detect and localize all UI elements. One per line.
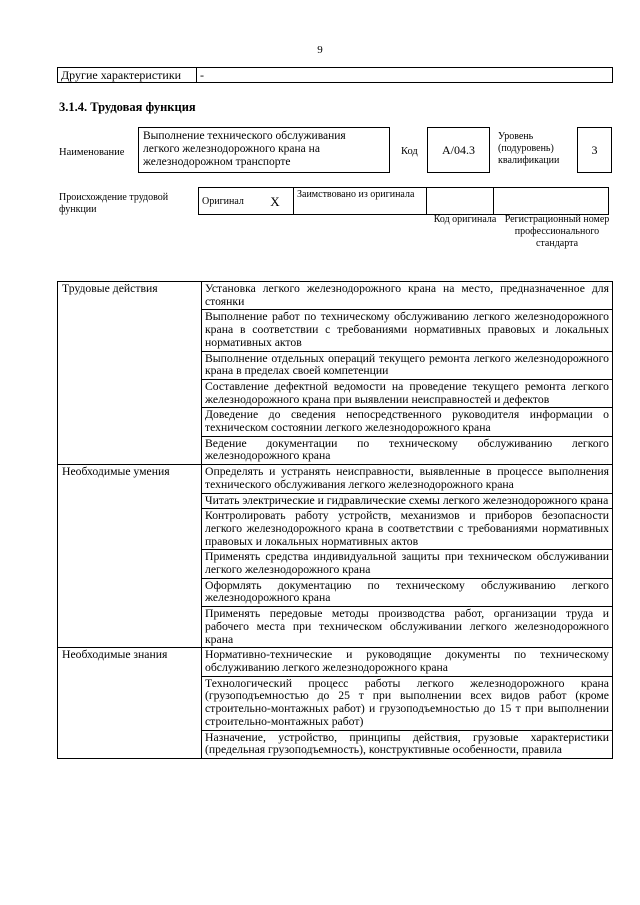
origin-reg-number-cell: [494, 188, 609, 215]
code-label: Код: [401, 146, 418, 157]
name-label: Наименование: [59, 147, 125, 158]
competency-table: [57, 281, 613, 759]
section-item: Технологический процесс работы легкого железнодорожного крана (грузоподъемностью до 25 т при выполнении всех видов работ (кроме строительно-монтажных работ) и грузоподъемностью до 15 т при выполнении строительно-монтажных работ): [202, 676, 613, 730]
section-item: Оформлять документацию по техническому обслуживанию легкого железнодорожного крана: [202, 578, 613, 606]
section-item: Составление дефектной ведомости на проведение текущего ремонта легкого железнодорожного крана при выявлении неисправностей и дефектов: [202, 379, 613, 407]
function-code: A/04.3: [427, 127, 490, 173]
section-item: Контролировать работу устройств, механизмов и приборов безопасности легкого железнодорожного крана в соответствии с требованиями нормативных правовых и локальных нормативных актов: [202, 509, 613, 550]
other-characteristics-value: -: [197, 68, 613, 83]
page-number: 9: [317, 44, 323, 56]
section-item: Назначение, устройство, принципы действия, грузовые характеристики (предельная грузоподъемность), конструктивные особенности, правила: [202, 730, 613, 758]
section-item: Определять и устранять неисправности, выявленные в процессе выполнения технического обслуживания легкого железнодорожного крана: [202, 465, 613, 493]
section-item: Доведение до сведения непосредственного руководителя информации о техническом состоянии легкого железнодорожного крана: [202, 408, 613, 436]
qualification-level-value: 3: [577, 127, 612, 173]
origin-reg-caption: Регистрационный номер профессионального стандарта: [504, 214, 610, 249]
section-item: Применять средства индивидуальной защиты при техническом обслуживании легкого железнодорожного крана: [202, 550, 613, 578]
origin-code-cell: [427, 188, 494, 215]
original-mark: X: [257, 188, 294, 215]
section-item: Ведение документации по техническому обслуживанию легкого железнодорожного крана: [202, 436, 613, 464]
section-item: Читать электрические и гидравлические схемы легкого железнодорожного крана: [202, 493, 613, 509]
section-item: Выполнение работ по техническому обслуживанию легкого железнодорожного крана в соответствии с требованиями нормативных правовых и локальных нормативных актов: [202, 310, 613, 351]
function-name: Выполнение технического обслуживания легкого железнодорожного крана на железнодорожном транспорте: [138, 127, 390, 173]
section-item: Установка легкого железнодорожного крана на место, предназначенное для стоянки: [202, 282, 613, 310]
origin-label: Происхождение трудовой функции: [59, 192, 169, 215]
section-category-label: Трудовые действия: [58, 282, 202, 465]
table-row: [58, 465, 613, 493]
section-item: Применять передовые методы производства работ, организации труда и рабочего места при техническом обслуживании легкого железнодорожного крана: [202, 607, 613, 648]
original-label: Оригинал: [199, 188, 258, 215]
section-item: Выполнение отдельных операций текущего ремонта легкого железнодорожного крана в пределах своей компетенции: [202, 351, 613, 379]
section-title: 3.1.4. Трудовая функция: [59, 100, 196, 114]
section-category-label: Необходимые знания: [58, 648, 202, 759]
qualification-level-label: Уровень (подуровень) квалификации: [498, 131, 560, 166]
other-characteristics-label: Другие характеристики: [58, 68, 197, 83]
borrowed-label: Заимствовано из оригинала: [294, 188, 427, 215]
origin-code-caption: Код оригинала: [433, 214, 497, 225]
table-row: [58, 282, 613, 310]
section-category-label: Необходимые умения: [58, 465, 202, 648]
other-characteristics-table: [57, 67, 613, 83]
table-row: [58, 648, 613, 676]
origin-table: [198, 187, 609, 215]
section-item: Нормативно-технические и руководящие документы по техническому обслуживанию легкого железнодорожного крана: [202, 648, 613, 676]
